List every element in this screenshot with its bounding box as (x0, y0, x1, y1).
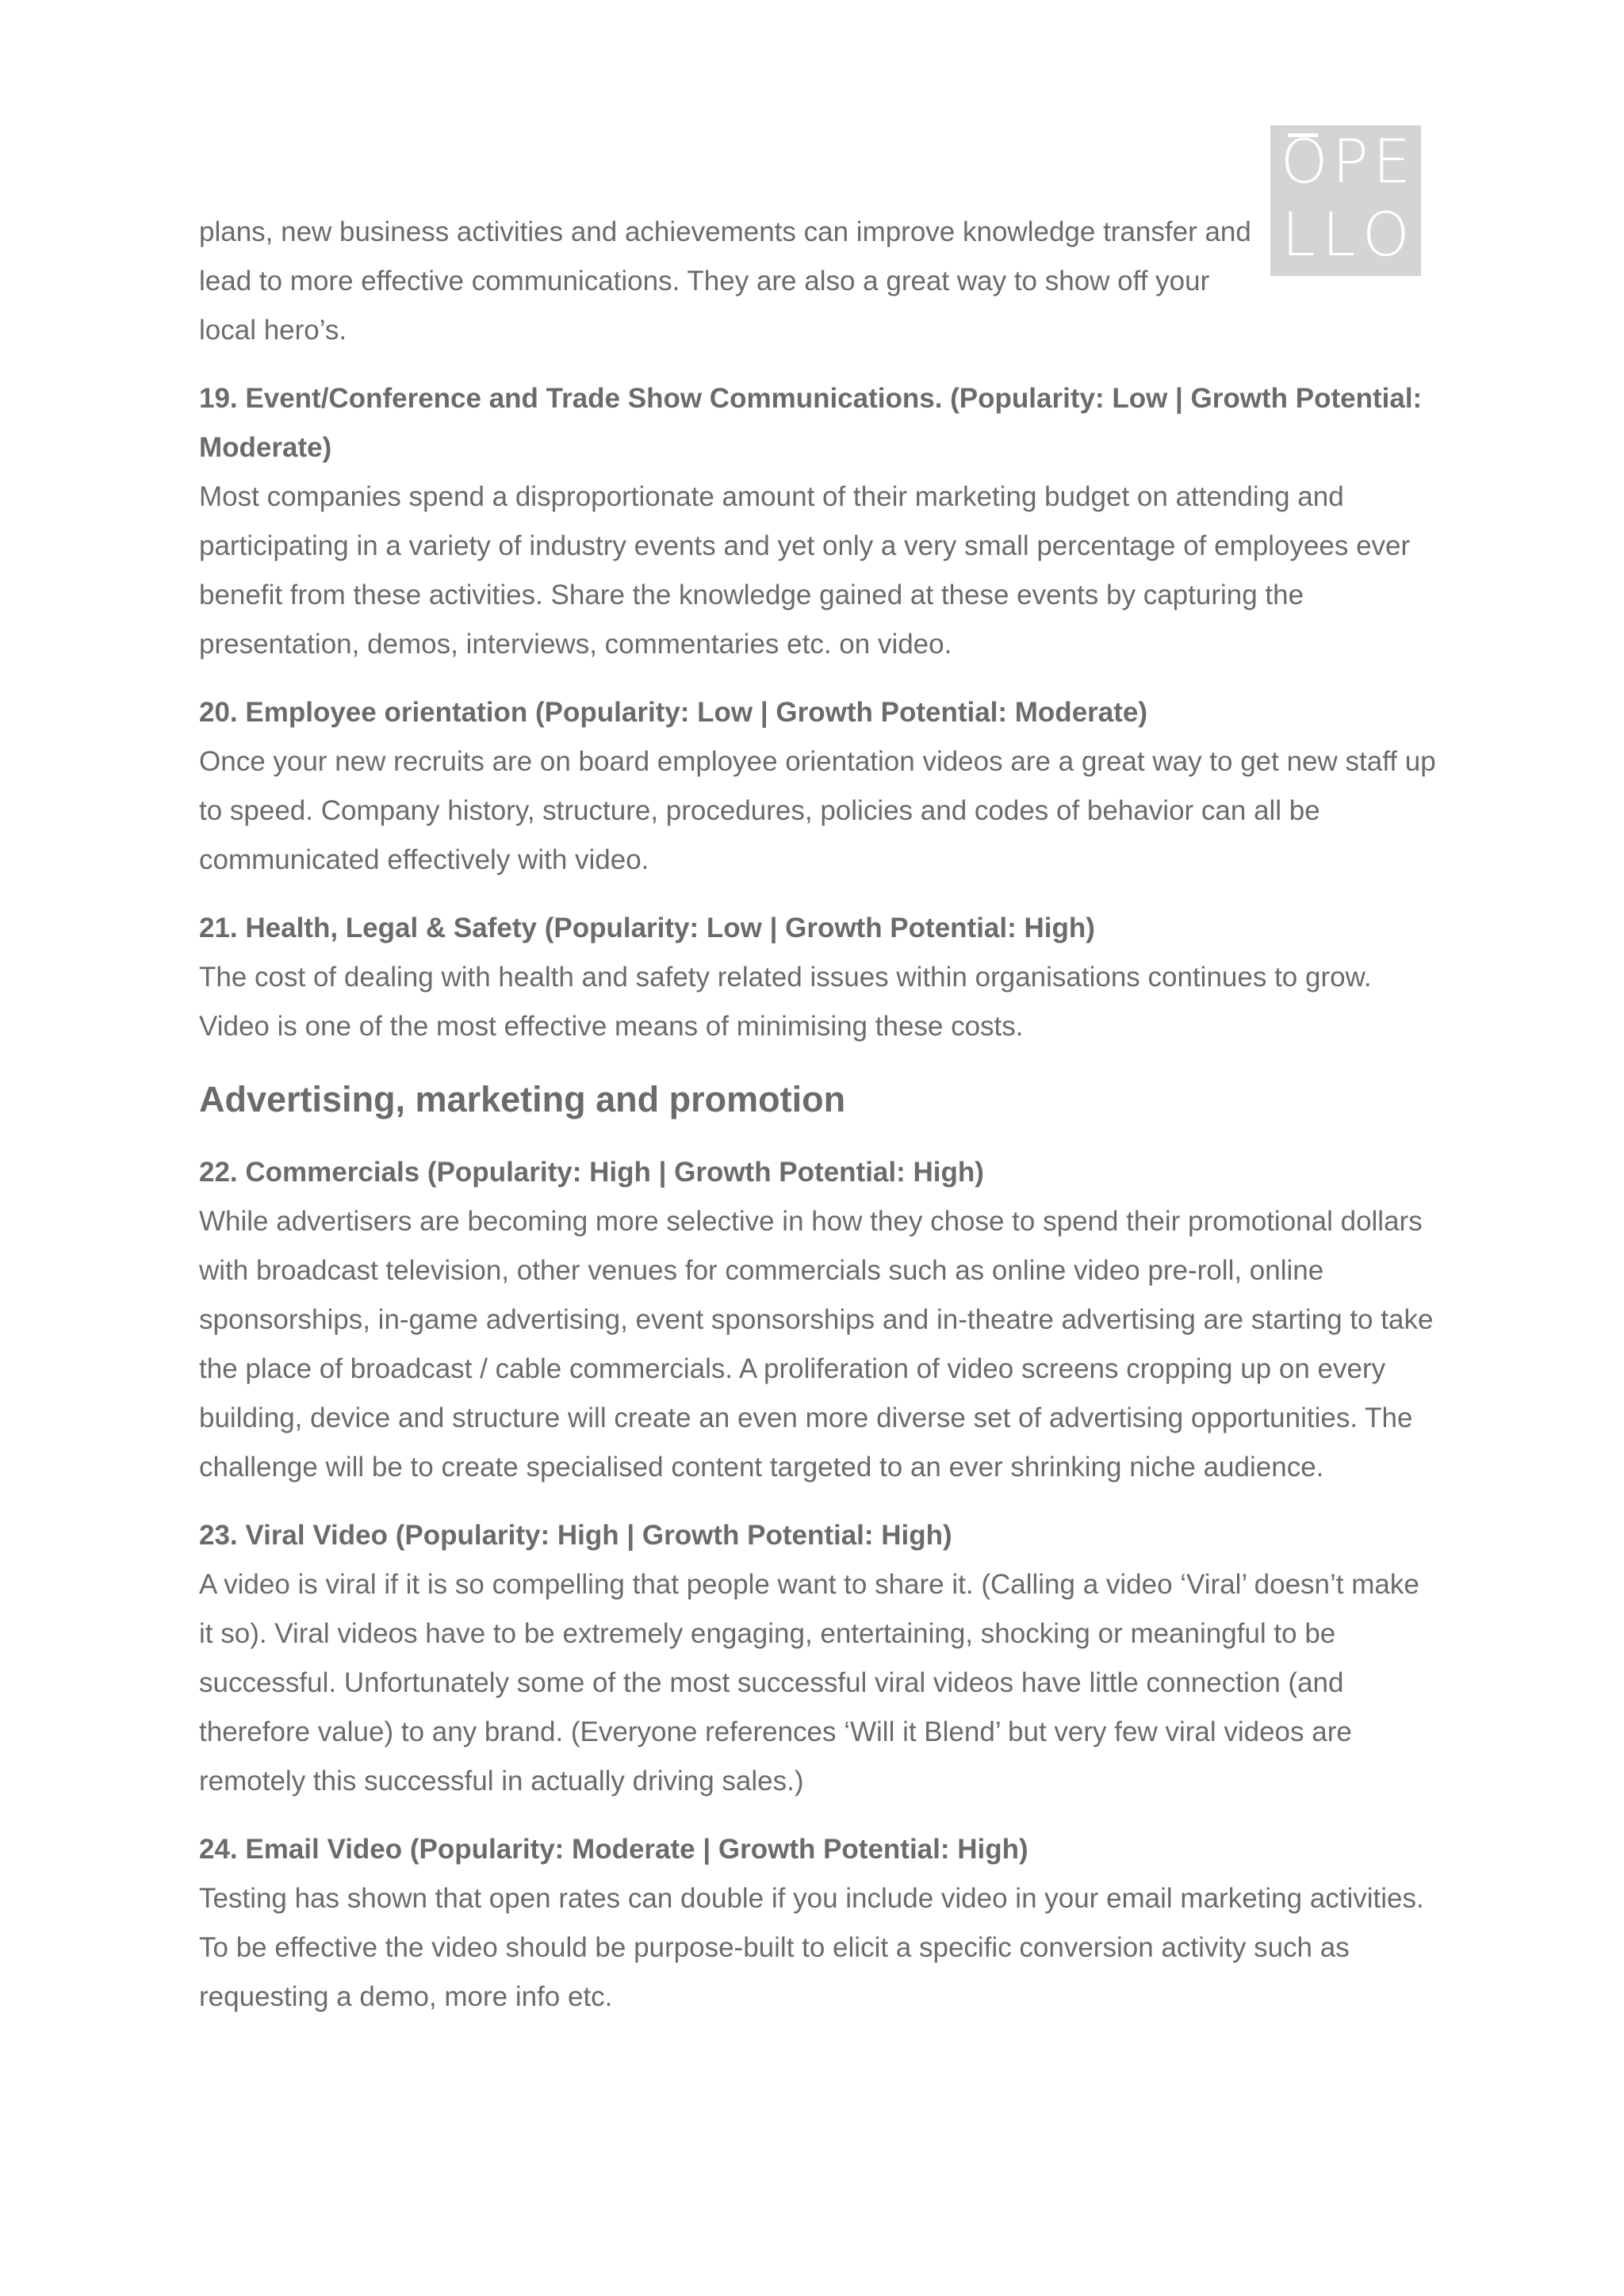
logo-letter: E (1373, 126, 1411, 197)
item-21 (199, 904, 1436, 1051)
logo-letter: O (1280, 126, 1328, 197)
logo-row-top (1270, 126, 1421, 197)
item-23 (199, 1511, 1436, 1806)
item-body: Testing has shown that open rates can double if you include video in your email marketing activities. To be effective the video should be purpose-built to elicit a specific conversion activity such as requesting a demo, more info etc. (199, 1883, 1424, 2012)
logo-letter: P (1331, 126, 1369, 197)
section-heading: Advertising, marketing and promotion (199, 1079, 846, 1119)
item-body: Most companies spend a disproportionate amount of their marketing budget on attending and participating in a variety of industry events and yet only a very small percentage of employees ever benefit from these activities. Share the knowledge gained at these events by capturing the presentation, demos, interviews, commentaries etc. on video. (199, 481, 1411, 660)
logo-letter: L (1281, 199, 1316, 270)
item-title: 24. Email Video (Popularity: Moderate | Growth Potential: High) (199, 1834, 1028, 1865)
item-body: Once your new recruits are on board employee orientation videos are a great way to get new staff up to speed. Company history, structure, procedures, policies and codes of behavior can all be communicated effectively with video. (199, 746, 1436, 875)
item-body: A video is viral if it is so compelling that people want to share it. (Calling a video ‘Viral’ doesn’t make it so). Viral videos have to be extremely engaging, entertaining, shocking or meaningful to be successful. Unfortunately some of the most successful viral videos have little connection (and therefore value) to any brand. (Everyone references ‘Will it Blend’ but very few viral videos are remotely this successful in actually driving sales.) (199, 1569, 1419, 1797)
item-title: 20. Employee orientation (Popularity: Low | Growth Potential: Moderate) (199, 697, 1148, 728)
logo-letter: L (1322, 199, 1356, 270)
item-body: While advertisers are becoming more selective in how they chose to spend their promotional dollars with broadcast television, other venues for commercials such as online video pre-roll, online sponsorships, in-game advertising, event sponsorships and in-theatre advertising are starting to take the place of broadcast / cable commercials. A proliferation of video screens cropping up on every building, device and structure will create an even more diverse set of advertising opportunities. The challenge will be to create specialised content targeted to an ever shrinking niche audience. (199, 1206, 1434, 1483)
logo-letter: O (1362, 199, 1410, 270)
item-title: 19. Event/Conference and Trade Show Communications. (Popularity: Low | Growth Potential: Moderate) (199, 383, 1423, 463)
item-body: The cost of dealing with health and safety related issues within organisations continues to grow. Video is one of the most effective means of minimising these costs. (199, 962, 1372, 1042)
intro-paragraph: plans, new business activities and achievements can improve knowledge transfer and lead to more effective communications. They are also a great way to show off your local hero’s. (199, 216, 1251, 346)
document-body (199, 208, 1436, 2022)
item-title: 21. Health, Legal & Safety (Popularity: Low | Growth Potential: High) (199, 913, 1095, 943)
item-20 (199, 688, 1436, 885)
item-title: 23. Viral Video (Popularity: High | Growth Potential: High) (199, 1520, 952, 1551)
item-title: 22. Commercials (Popularity: High | Growth Potential: High) (199, 1157, 984, 1188)
item-24 (199, 1825, 1436, 2022)
item-22 (199, 1148, 1436, 1492)
item-19 (199, 374, 1436, 669)
